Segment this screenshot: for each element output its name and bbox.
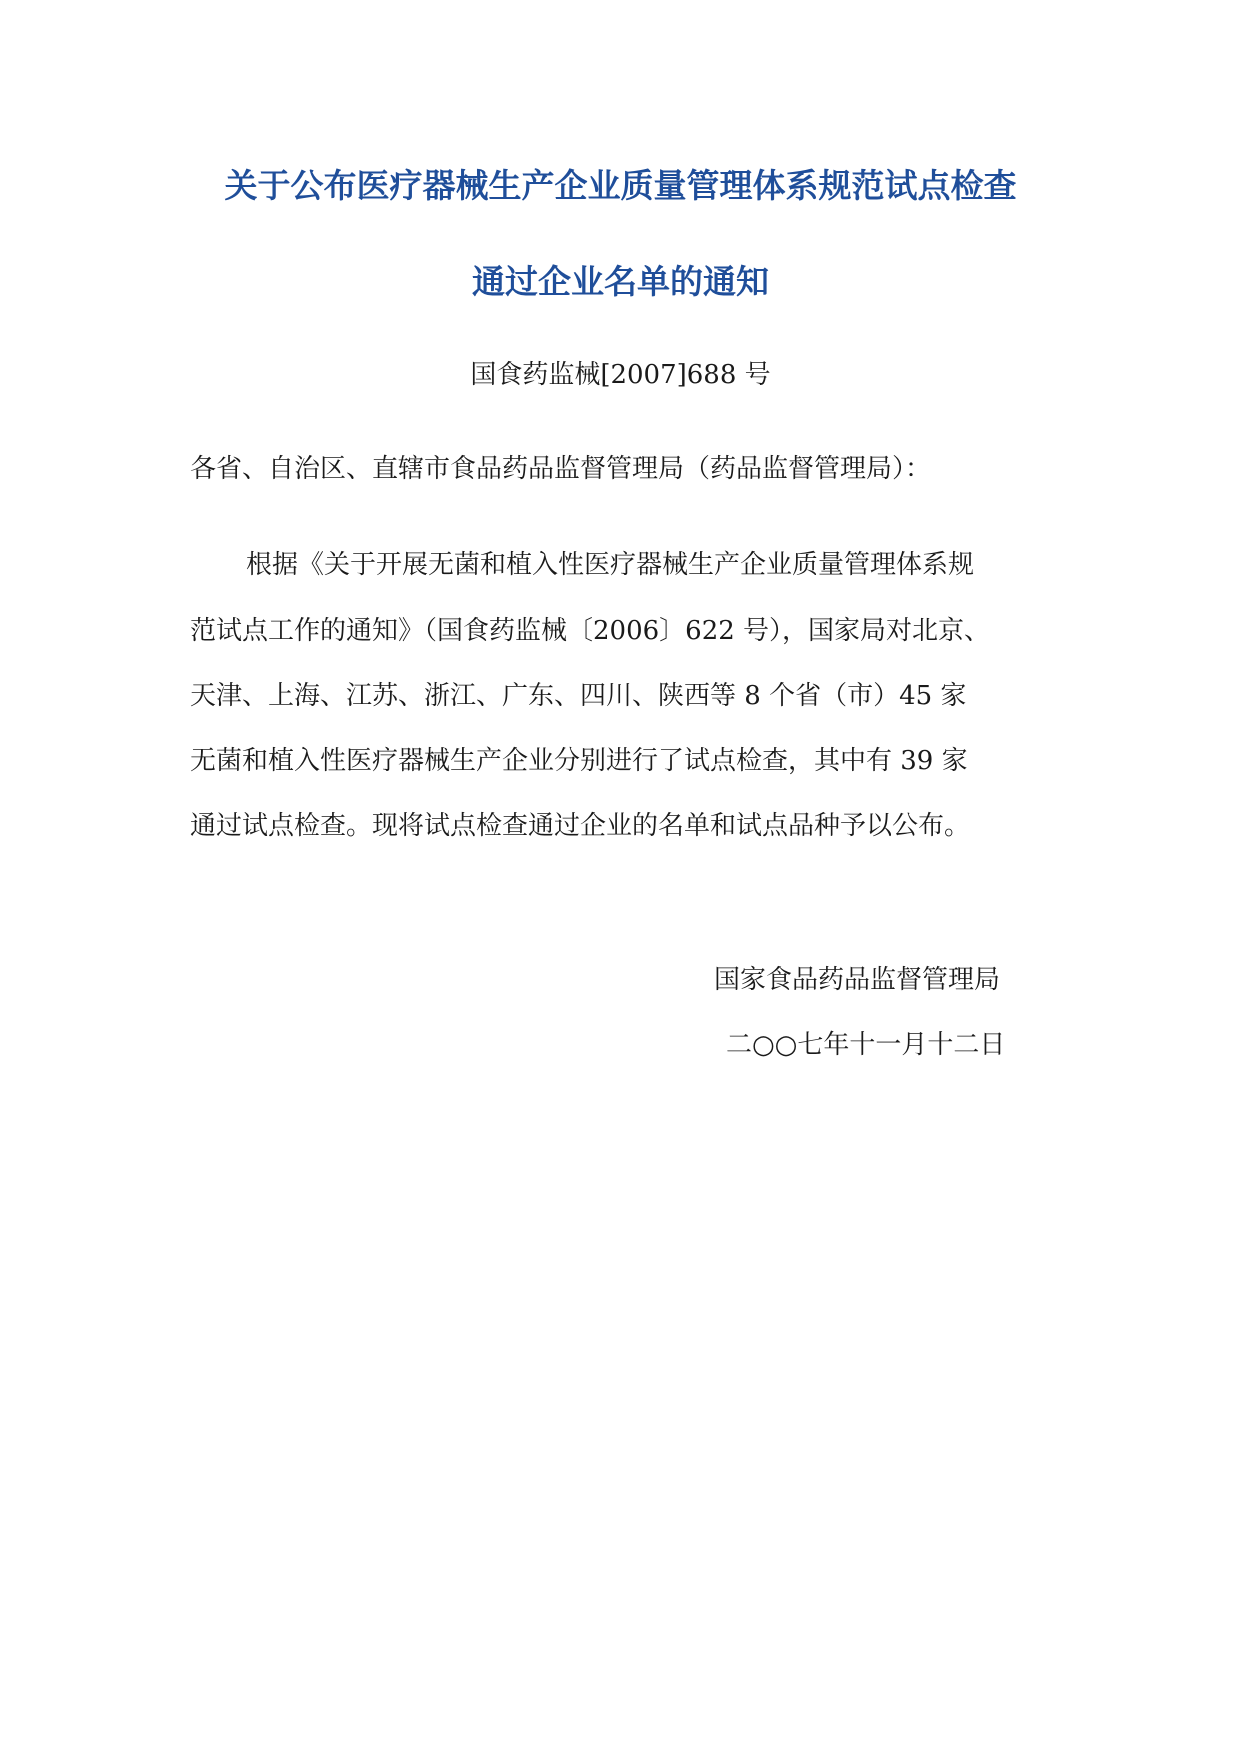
addressee: 各省、自治区、直辖市食品药品监督管理局（药品监督管理局）： [190,454,932,484]
body-line: 范试点工作的通知》（国食药监械〔2006〕622 号），国家局对北京、 [190,616,991,646]
body-line: 根据《关于开展无菌和植入性医疗器械生产企业质量管理体系规 [246,550,975,580]
issuing-authority: 国家食品药品监督管理局 [714,965,1001,995]
body-line: 无菌和植入性医疗器械生产企业分别进行了试点检查，其中有 39 家 [190,746,968,776]
document-number: 国食药监械[2007]688 号 [470,360,771,390]
document-title-line-1: 关于公布医疗器械生产企业质量管理体系规范试点检查 [224,166,1017,205]
issue-date: 二○○七年十一月十二日 [726,1030,1006,1060]
body-line: 通过试点检查。现将试点检查通过企业的名单和试点品种予以公布。 [190,811,971,841]
body-line: 天津、上海、江苏、浙江、广东、四川、陕西等 8 个省（市）45 家 [190,681,967,711]
document-title-line-2: 通过企业名单的通知 [472,262,769,301]
